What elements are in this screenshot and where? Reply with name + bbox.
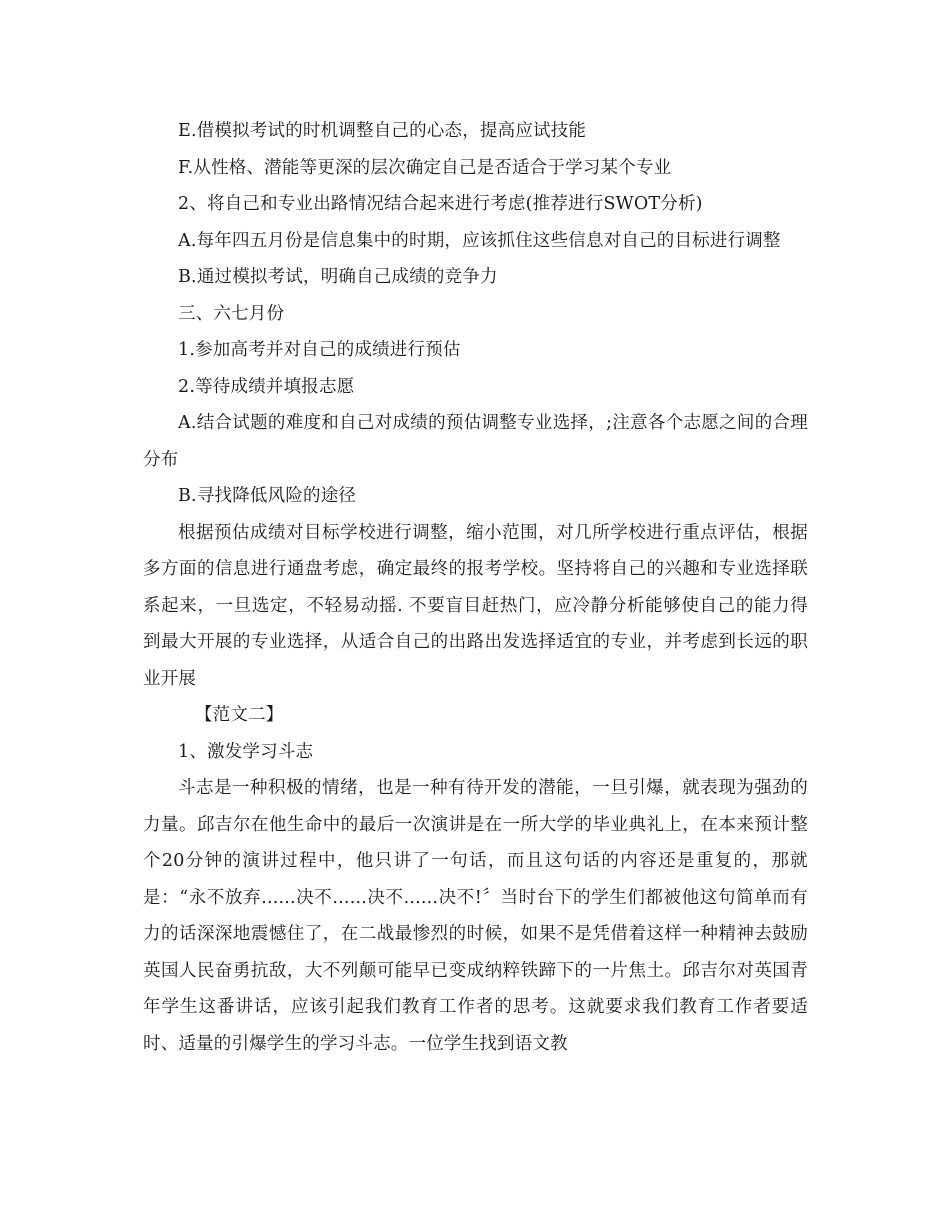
paragraph-body-motivation: 斗志是一种积极的情绪，也是一种有待开发的潜能，一旦引爆，就表现为强劲的力量。邱吉尔在他生命中的最后一次演讲是在一所大学的毕业典礼上，在本来预计整个20分钟的演讲过程中，他只讲了一句话，而且这句话的内容还是重复的，那就是：“永不放弃......决不......决不......决不!〞当时台下的学生们都被他这句简单而有力的话深深地震憾住了，在二战最惨烈的时候，如果不是凭借着这样一种精神去鼓励英国人民奋勇抗敌，大不列颠可能早已变成纳粹铁蹄下的一片焦土。邱吉尔对英国青年学生这番讲话，应该引起我们教育工作者的思考。这就要求我们教育工作者要适时、适量的引爆学生的学习斗志。一位学生找到语文教 bbox=[143, 778, 808, 1054]
paragraph-body-adjust: 根据预估成绩对目标学校进行调整，缩小范围，对几所学校进行重点评估，根据多方面的信息进行通盘考虑，确定最终的报考学校。坚持将自己的兴趣和专业选择联系起来，一旦选定，不轻易动摇. 不要盲目赶热门，应冷静分析能够使自己的能力得到最大开展的专业选择，从适合自己的出路出发选择适宜的专业，并考虑到长远的职业开展 bbox=[143, 522, 808, 689]
paragraph-item-b: B.通过模拟考试，明确自己成绩的竞争力 bbox=[178, 267, 498, 287]
paragraph-item-b-2: B.寻找降低风险的途径 bbox=[178, 486, 357, 506]
paragraph-heading-sample-two: 【范文二】 bbox=[195, 705, 284, 725]
paragraph-heading-june-july: 三、六七月份 bbox=[178, 303, 285, 324]
paragraph-step-1: 1.参加高考并对自己的成绩进行预估 bbox=[178, 340, 461, 360]
document-body bbox=[143, 113, 808, 1062]
paragraph-item-a-2: A.结合试题的难度和自己对成绩的预估调整专业选择，;注意各个志愿之间的合理分布 bbox=[143, 413, 808, 470]
paragraph-step-2: 2.等待成绩并填报志愿 bbox=[178, 376, 355, 397]
paragraph-item-f: F.从性格、潜能等更深的层次确定自己是否适合于学习某个专业 bbox=[178, 157, 672, 178]
paragraph-item-e: E.借模拟考试的时机调整自己的心态，提高应试技能 bbox=[178, 121, 587, 141]
paragraph-item-a: A.每年四五月份是信息集中的时期，应该抓住这些信息对自己的目标进行调整 bbox=[178, 230, 781, 251]
paragraph-section-2: 2、将自己和专业出路情况结合起来进行考虑(推荐进行SWOT分析) bbox=[178, 194, 703, 214]
paragraph-heading-motivation: 1、激发学习斗志 bbox=[178, 741, 314, 762]
